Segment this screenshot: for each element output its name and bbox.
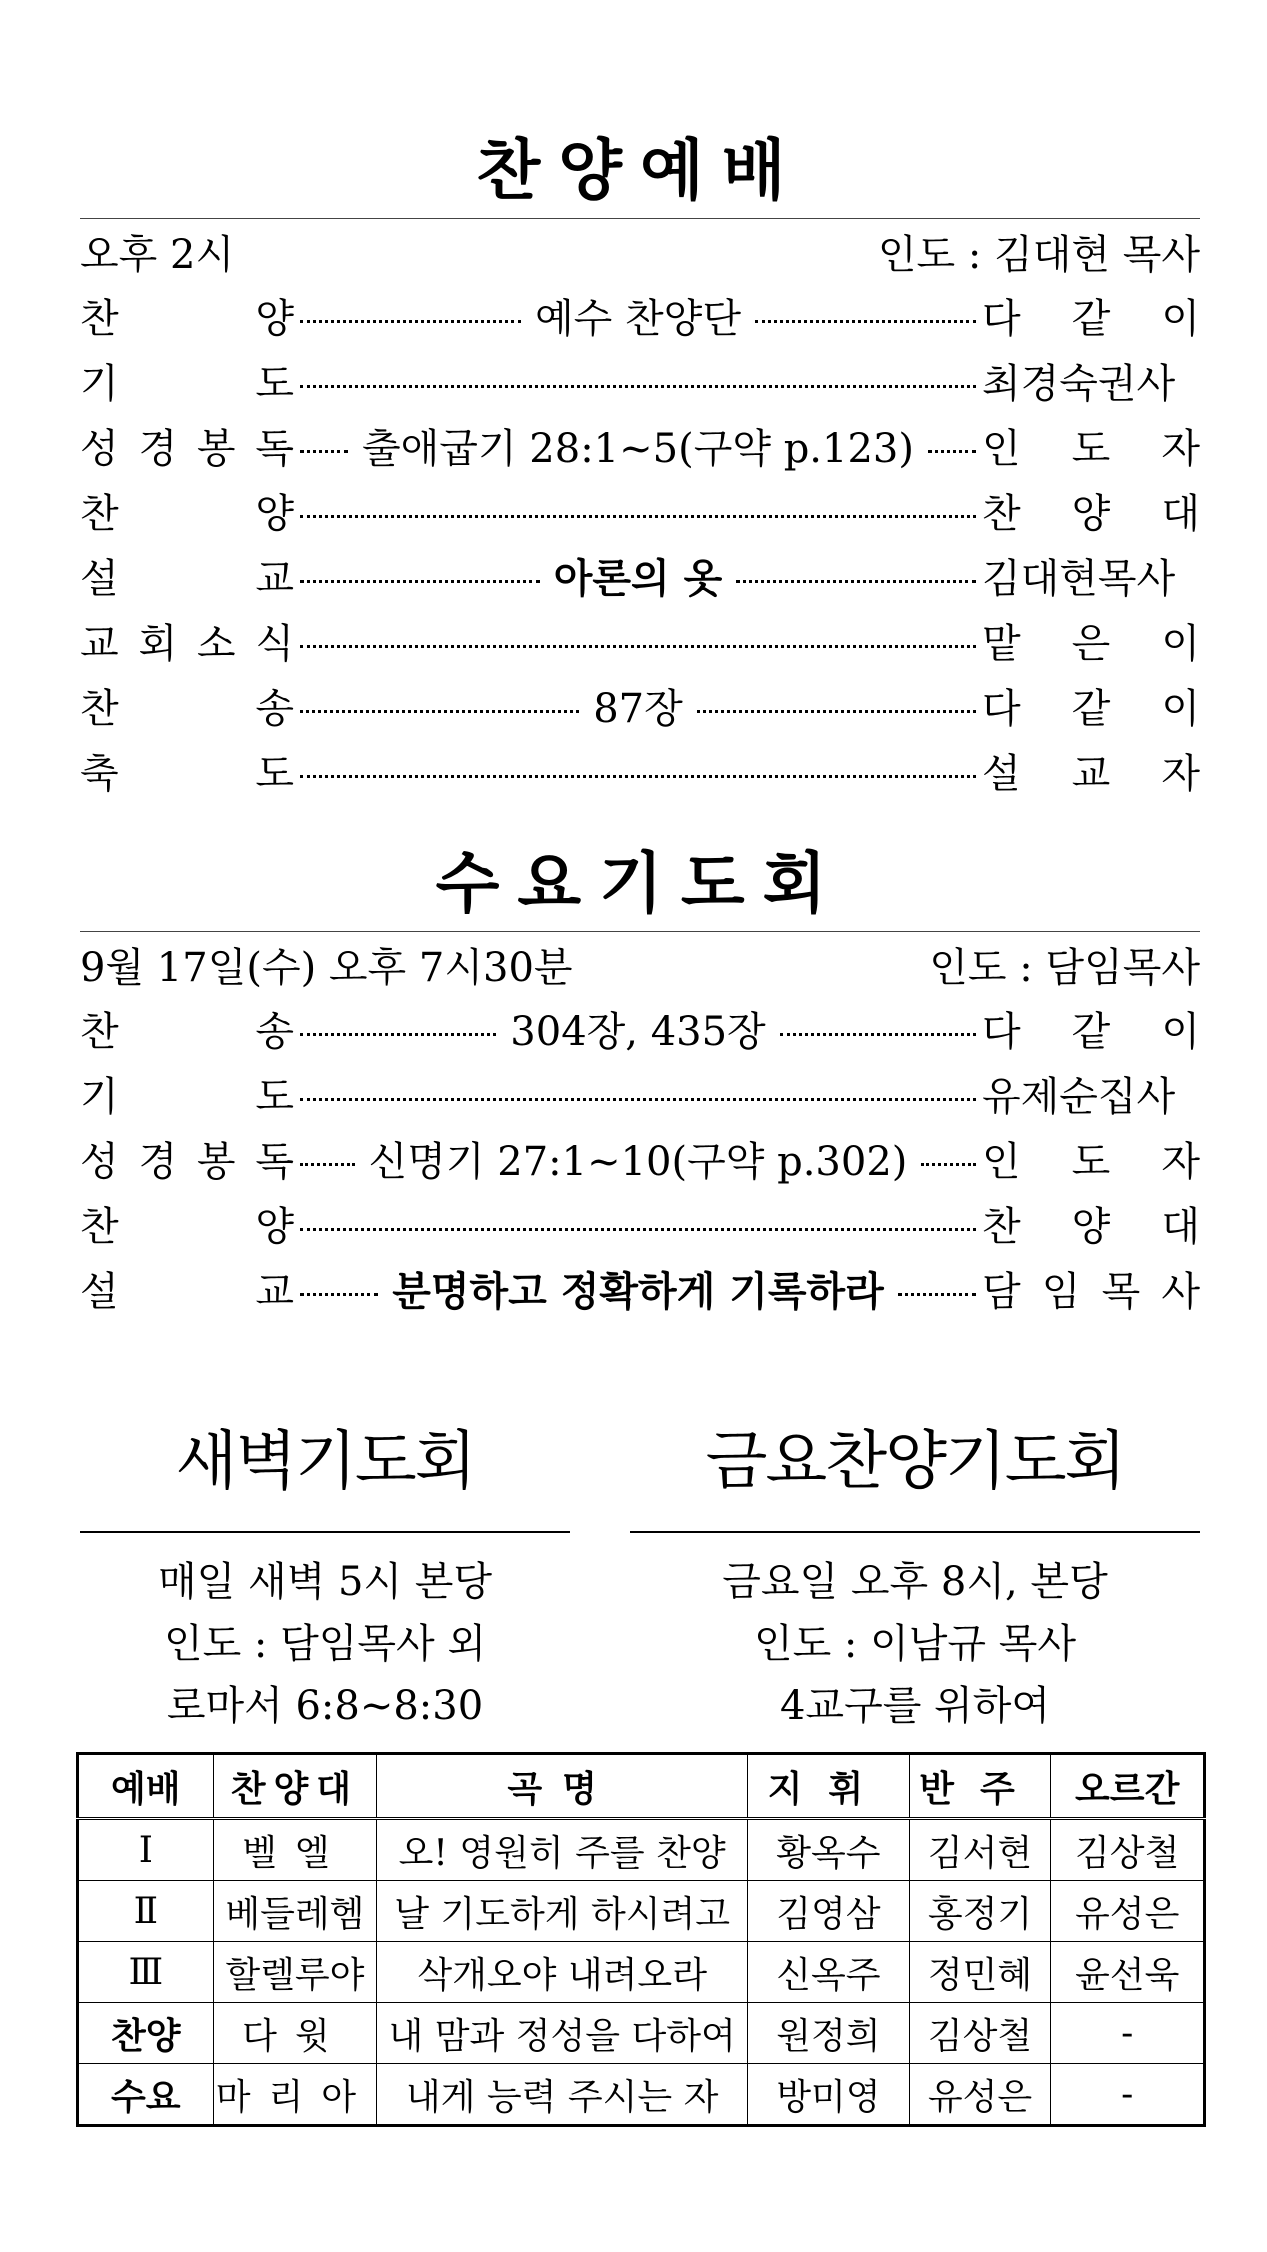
order-item bbox=[80, 1191, 1200, 1256]
label-char: 기 bbox=[80, 361, 119, 407]
label-char: 봉 bbox=[196, 1139, 236, 1185]
dot-leader bbox=[300, 1033, 496, 1036]
dot-leader bbox=[300, 320, 521, 323]
dawn-line: 인도 : 담임목사 외 bbox=[163, 1621, 487, 1667]
dot-leader bbox=[755, 320, 976, 323]
person-text: 자 bbox=[1161, 1139, 1200, 1185]
label-char: 송 bbox=[255, 1009, 294, 1055]
table-cell: 정민혜 bbox=[909, 1942, 1051, 2003]
table-cell: Ⅱ bbox=[78, 1881, 214, 1942]
person-text: 최경숙권사 bbox=[982, 361, 1176, 407]
order-item bbox=[80, 543, 1200, 608]
table-cell: 내 맘과 정성을 다하여 bbox=[377, 2003, 748, 2064]
label-char: 성 bbox=[80, 426, 119, 472]
order-item-content: 출애굽기 28:1~5(구약 p.123) bbox=[362, 426, 914, 472]
person-text: 양 bbox=[1071, 1204, 1111, 1250]
person-text: 교 bbox=[1071, 751, 1111, 797]
order-item-label bbox=[80, 287, 294, 344]
label-char: 찬 bbox=[80, 1204, 119, 1250]
label-char: 찬 bbox=[80, 296, 119, 342]
person-text: 자 bbox=[1161, 751, 1200, 797]
label-char: 교 bbox=[80, 621, 119, 667]
person-text: 김대현목사 bbox=[982, 556, 1176, 602]
order-item-label bbox=[80, 677, 294, 734]
order-item-person bbox=[982, 1260, 1200, 1317]
label-char: 설 bbox=[80, 1269, 119, 1315]
order-item-person bbox=[982, 612, 1200, 669]
order-item-label bbox=[80, 547, 294, 604]
person-text: 이 bbox=[1161, 621, 1200, 667]
table-cell: 김서현 bbox=[909, 1819, 1051, 1881]
order-item-label bbox=[80, 482, 294, 539]
table-row bbox=[78, 2064, 1205, 2126]
order-item bbox=[80, 608, 1200, 673]
label-char: 식 bbox=[255, 621, 294, 667]
dot-leader bbox=[921, 1163, 976, 1166]
dot-leader bbox=[898, 1293, 976, 1296]
worship-order-list bbox=[80, 283, 1200, 803]
dot-leader bbox=[300, 515, 976, 518]
header-choir: 찬양대 bbox=[213, 1754, 377, 1819]
order-item-label bbox=[80, 417, 294, 474]
label-char: 양 bbox=[255, 1204, 294, 1250]
label-char: 양 bbox=[255, 296, 294, 342]
label-char: 경 bbox=[138, 426, 178, 472]
worship-header bbox=[80, 219, 1200, 283]
order-item-person bbox=[982, 1000, 1200, 1057]
person-text: 목 bbox=[1101, 1269, 1141, 1315]
person-text: 찬 bbox=[982, 1204, 1021, 1250]
person-text: 도 bbox=[1071, 1139, 1111, 1185]
person-text: 도 bbox=[1071, 426, 1111, 472]
person-text: 인 bbox=[982, 426, 1021, 472]
header-accompanist: 반주 bbox=[909, 1754, 1051, 1819]
table-cell: 삭개오야 내려오라 bbox=[377, 1942, 748, 2003]
order-item-label bbox=[80, 352, 294, 409]
table-cell: 오! 영원히 주를 찬양 bbox=[377, 1819, 748, 1881]
wednesday-time: 9월 17일(수) 오후 7시30분 bbox=[80, 944, 573, 991]
table-cell: 김상철 bbox=[909, 2003, 1051, 2064]
order-item-person bbox=[982, 677, 1200, 734]
dawn-title: 새벽기도회 bbox=[175, 1425, 475, 1499]
table-cell: 황옥수 bbox=[748, 1819, 910, 1881]
label-char: 경 bbox=[138, 1139, 178, 1185]
label-char: 기 bbox=[80, 1074, 119, 1120]
order-item bbox=[80, 673, 1200, 738]
order-item bbox=[80, 348, 1200, 413]
order-item-label bbox=[80, 1130, 294, 1187]
label-char: 도 bbox=[255, 361, 294, 407]
table-cell: 날 기도하게 하시려고 bbox=[377, 1881, 748, 1942]
label-char: 양 bbox=[255, 491, 294, 537]
worship-time: 오후 2시 bbox=[80, 231, 235, 278]
table-cell: 윤선욱 bbox=[1051, 1942, 1205, 2003]
label-char: 도 bbox=[255, 1074, 294, 1120]
person-text: 양 bbox=[1071, 491, 1111, 537]
person-text: 대 bbox=[1161, 491, 1200, 537]
wednesday-order-list bbox=[80, 996, 1200, 1321]
order-item-content: 예수 찬양단 bbox=[535, 296, 741, 342]
label-char: 교 bbox=[255, 556, 294, 602]
person-text: 자 bbox=[1161, 426, 1200, 472]
order-item-content: 분명하고 정확하게 기록하라 bbox=[392, 1269, 884, 1315]
dawn-line: 로마서 6:8~8:30 bbox=[166, 1683, 484, 1729]
table-cell: 수요 bbox=[78, 2064, 214, 2126]
table-cell: 다윗 bbox=[213, 2003, 377, 2064]
friday-line: 인도 : 이남규 목사 bbox=[753, 1621, 1077, 1667]
dawn-prayer-box bbox=[80, 1407, 570, 1737]
dot-leader bbox=[300, 1293, 378, 1296]
order-item bbox=[80, 1061, 1200, 1126]
table-cell: 김상철 bbox=[1051, 1819, 1205, 1881]
dot-leader bbox=[300, 450, 348, 453]
dot-leader bbox=[300, 1228, 976, 1231]
table-cell: 신옥주 bbox=[748, 1942, 910, 2003]
header-service: 예배 bbox=[78, 1754, 214, 1819]
order-item-content: 신명기 27:1~10(구약 p.302) bbox=[368, 1139, 908, 1185]
person-text: 이 bbox=[1161, 1009, 1200, 1055]
choir-schedule-table bbox=[76, 1752, 1206, 2127]
table-cell: 유성은 bbox=[909, 2064, 1051, 2126]
wednesday-leader: 인도 : 담임목사 bbox=[929, 944, 1200, 991]
order-item-content: 304장, 435장 bbox=[510, 1009, 766, 1055]
order-item bbox=[80, 1256, 1200, 1321]
table-cell: 벨엘 bbox=[213, 1819, 377, 1881]
order-item-label bbox=[80, 1195, 294, 1252]
dot-leader bbox=[300, 645, 976, 648]
order-item-label bbox=[80, 1065, 294, 1122]
person-text: 인 bbox=[982, 1139, 1021, 1185]
order-item-person bbox=[982, 1065, 1200, 1122]
dot-leader bbox=[300, 775, 976, 778]
label-char: 찬 bbox=[80, 491, 119, 537]
order-item-label bbox=[80, 1260, 294, 1317]
table-cell: 마리아 bbox=[213, 2064, 377, 2126]
label-char: 축 bbox=[80, 751, 119, 797]
label-char: 소 bbox=[196, 621, 236, 667]
table-row bbox=[78, 2003, 1205, 2064]
order-item-label bbox=[80, 612, 294, 669]
dot-leader bbox=[300, 1163, 355, 1166]
label-char: 찬 bbox=[80, 1009, 119, 1055]
person-text: 유제순집사 bbox=[982, 1074, 1176, 1120]
order-item bbox=[80, 738, 1200, 803]
table-row bbox=[78, 1942, 1205, 2003]
friday-title: 금요찬양기도회 bbox=[705, 1425, 1125, 1499]
order-item-label bbox=[80, 1000, 294, 1057]
order-item-person bbox=[982, 1130, 1200, 1187]
person-text: 담 bbox=[982, 1269, 1021, 1315]
order-item-content: 아론의 옷 bbox=[553, 556, 723, 602]
order-item-person bbox=[982, 417, 1200, 474]
order-item-person bbox=[982, 482, 1200, 539]
dot-leader bbox=[300, 385, 976, 388]
order-item-content: 87장 bbox=[593, 686, 683, 732]
person-text: 다 bbox=[982, 1009, 1021, 1055]
label-char: 도 bbox=[255, 751, 294, 797]
person-text: 설 bbox=[982, 751, 1021, 797]
dot-leader bbox=[736, 580, 976, 583]
worship-title: 찬양예배 bbox=[476, 132, 804, 209]
label-char: 찬 bbox=[80, 686, 119, 732]
table-cell: Ⅰ bbox=[78, 1819, 214, 1881]
friday-line: 4교구를 위하여 bbox=[779, 1683, 1050, 1729]
wednesday-header bbox=[80, 932, 1200, 996]
dot-leader bbox=[697, 710, 976, 713]
table-cell: Ⅲ bbox=[78, 1942, 214, 2003]
label-char: 설 bbox=[80, 556, 119, 602]
person-text: 은 bbox=[1071, 621, 1111, 667]
friday-line: 금요일 오후 8시, 본당 bbox=[722, 1559, 1108, 1605]
table-cell: 찬양 bbox=[78, 2003, 214, 2064]
table-row bbox=[78, 1881, 1205, 1942]
order-item bbox=[80, 413, 1200, 478]
table-cell: 방미영 bbox=[748, 2064, 910, 2126]
person-text: 이 bbox=[1161, 296, 1200, 342]
person-text: 대 bbox=[1161, 1204, 1200, 1250]
label-char: 봉 bbox=[196, 426, 236, 472]
extra-meetings bbox=[80, 1407, 1200, 1737]
person-text: 임 bbox=[1041, 1269, 1081, 1315]
table-cell: 베들레헴 bbox=[213, 1881, 377, 1942]
dot-leader bbox=[300, 580, 540, 583]
dot-leader bbox=[780, 1033, 976, 1036]
table-cell: 홍정기 bbox=[909, 1881, 1051, 1942]
label-char: 독 bbox=[255, 426, 294, 472]
table-cell: - bbox=[1051, 2003, 1205, 2064]
table-cell: 유성은 bbox=[1051, 1881, 1205, 1942]
person-text: 같 bbox=[1071, 686, 1111, 732]
label-char: 송 bbox=[255, 686, 294, 732]
dot-leader bbox=[300, 1098, 976, 1101]
table-cell: 김영삼 bbox=[748, 1881, 910, 1942]
dot-leader bbox=[928, 450, 976, 453]
label-char: 회 bbox=[138, 621, 178, 667]
person-text: 사 bbox=[1161, 1269, 1200, 1315]
label-char: 성 bbox=[80, 1139, 119, 1185]
person-text: 다 bbox=[982, 686, 1021, 732]
worship-leader: 인도 : 김대현 목사 bbox=[877, 231, 1200, 278]
order-item bbox=[80, 996, 1200, 1061]
order-item-person bbox=[982, 287, 1200, 344]
person-text: 찬 bbox=[982, 491, 1021, 537]
dot-leader bbox=[300, 710, 579, 713]
order-item bbox=[80, 1126, 1200, 1191]
table-cell: 할렐루야 bbox=[213, 1942, 377, 2003]
order-item-person bbox=[982, 742, 1200, 799]
person-text: 같 bbox=[1071, 296, 1111, 342]
wednesday-title: 수요기도회 bbox=[435, 845, 845, 922]
order-item-person bbox=[982, 547, 1200, 604]
person-text: 다 bbox=[982, 296, 1021, 342]
table-header-row bbox=[78, 1754, 1205, 1819]
table-row bbox=[78, 1819, 1205, 1881]
order-item bbox=[80, 283, 1200, 348]
label-char: 독 bbox=[255, 1139, 294, 1185]
table-cell: - bbox=[1051, 2064, 1205, 2126]
dawn-line: 매일 새벽 5시 본당 bbox=[157, 1559, 493, 1605]
order-item-person bbox=[982, 1195, 1200, 1252]
friday-prayer-box bbox=[630, 1407, 1200, 1737]
order-item bbox=[80, 478, 1200, 543]
table-cell: 내게 능력 주시는 자 bbox=[377, 2064, 748, 2126]
header-song: 곡명 bbox=[377, 1754, 748, 1819]
order-item-label bbox=[80, 742, 294, 799]
person-text: 맡 bbox=[982, 621, 1021, 667]
person-text: 이 bbox=[1161, 686, 1200, 732]
header-conductor: 지휘 bbox=[748, 1754, 910, 1819]
header-organ: 오르간 bbox=[1051, 1754, 1205, 1819]
person-text: 같 bbox=[1071, 1009, 1111, 1055]
table-cell: 원정희 bbox=[748, 2003, 910, 2064]
order-item-person bbox=[982, 352, 1200, 409]
label-char: 교 bbox=[255, 1269, 294, 1315]
